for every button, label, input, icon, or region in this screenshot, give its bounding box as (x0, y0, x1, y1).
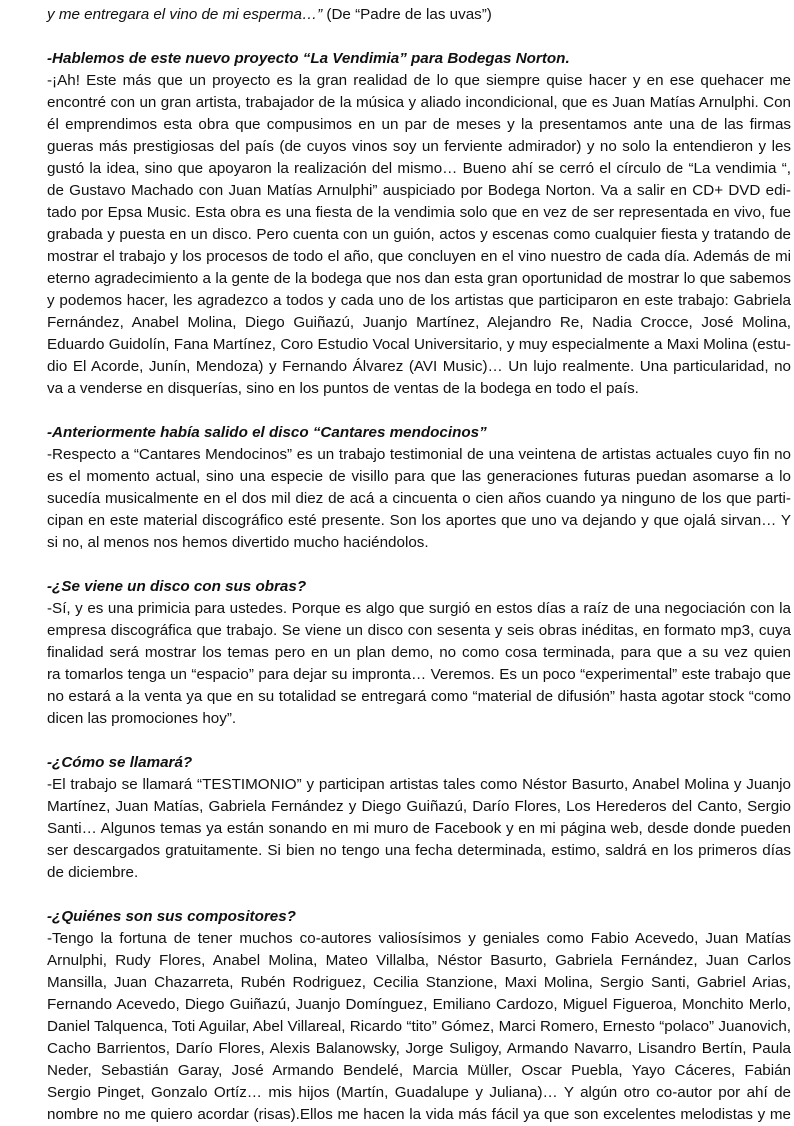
interview-question: -¿Se viene un disco con sus obras? (47, 578, 307, 595)
interview-section (47, 48, 791, 400)
document-page (47, 4, 791, 1126)
answer-line: Santi… Algunos temas ya están sonando en mi muro de Facebook y en mi página web, desde donde pueden (47, 820, 791, 837)
answer-line: empresa discográfica que trabajo. Se viene un disco con sesenta y seis obras inéditas, en formato mp3, cuya (47, 622, 791, 639)
answer-line: sucedía musicalmente en el dos mil diez de acá a cincuenta o cien años cuando ya ninguno de los que parti- (47, 490, 791, 507)
answer-line: de diciembre. (47, 864, 139, 881)
answer-line: Fernández, Anabel Molina, Diego Guiñazú, Juanjo Martínez, Alejandro Re, Nadia Crocce, José Molina, (47, 314, 791, 331)
answer-line: Arnulphi, Rudy Flores, Anabel Molina, Mateo Villalba, Néstor Basurto, Gabriela Fernández, Juan Carlos (47, 952, 791, 969)
interview-section (47, 576, 791, 730)
interview-section (47, 422, 791, 554)
interview-question: -¿Cómo se llamará? (47, 754, 193, 771)
answer-line: eterno agradecimiento a la gente de la bodega que nos dan esta gran oportunidad de mostrar lo que sabemos (47, 270, 791, 287)
answer-line: Mansilla, Juan Chazarreta, Rubén Rodriguez, Cecilia Stanzione, Maxi Molina, Sergio Santi, Gabriel Arias, (47, 974, 791, 991)
answer-line: grabada y puesta en un disco. Pero cuenta con un guión, actos y escenas como cualquier fiesta y tratando de (47, 226, 791, 243)
interview-question: -Hablemos de este nuevo proyecto “La Vendimia” para Bodegas Norton. (47, 50, 570, 67)
answer-line: tado por Epsa Music. Esta obra es una fiesta de la vendimia solo que en vez de ser representada en vivo, fue (47, 204, 791, 221)
interview-section (47, 752, 791, 884)
answer-line: Martínez, Juan Matías, Gabriela Fernández y Diego Guiñazú, Darío Flores, Los Herederos del Canto, Sergio (47, 798, 791, 815)
answer-line: gustó la idea, sino que apoyaron la realización del mismo… Bueno ahí se cerró el círculo de “La vendimia “, (47, 160, 791, 177)
answer-line: Eduardo Guidolín, Fana Martínez, Coro Estudio Vocal Universitario, y muy especialmente a Maxi Molina (estu- (47, 336, 791, 353)
answer-line: Fernando Acevedo, Diego Guiñazú, Juanjo Domínguez, Emiliano Cardozo, Miguel Figueroa, Monchito Merlo, (47, 996, 791, 1013)
answer-line: -Sí, y es una primicia para ustedes. Porque es algo que surgió en estos días a raíz de una negociación con la (47, 600, 791, 617)
answer-line: si no, al menos nos hemos divertido mucho haciéndolos. (47, 534, 429, 551)
answer-line: -Respecto a “Cantares Mendocinos” es un trabajo testimonial de una veintena de artistas actuales cuyo fin no (47, 446, 791, 463)
quote-source: (De “Padre de las uvas”) (322, 6, 492, 23)
answer-line: de Gustavo Machado con Juan Matías Arnulphi” auspiciado por Bodega Norton. Va a salir en CD+ DVD edi- (47, 182, 791, 199)
answer-line: dio El Acorde, Junín, Mendoza) y Fernando Álvarez (AVI Music)… Un lujo realmente. Una particularidad, no (47, 358, 791, 375)
answer-line: Cacho Barrientos, Darío Flores, Alexis Balanowsky, Jorge Suligoy, Armando Navarro, Lisandro Bertín, Paula (47, 1040, 791, 1057)
answer-line: encontré con un gran artista, trabajador de la música y aliado incondicional, que es Juan Matías Arnulphi. Con (47, 94, 791, 111)
answer-line: cipan en este material discográfico esté presente. Son los aportes que uno va dejando y que ojalá sirvan… Y (47, 512, 791, 529)
answer-line: ra tomarlos tenga un “espacio” para dejar su impronta… Veremos. Es un poco “experimental” este trabajo que (47, 666, 791, 683)
answer-line: -El trabajo se llamará “TESTIMONIO” y participan artistas tales como Néstor Basurto, Anabel Molina y Juanjo (47, 776, 791, 793)
interview-section (47, 906, 791, 1126)
answer-line: no estará a la venta ya que en su totalidad se entregará como “material de difusión” hasta agotar stock “como (47, 688, 791, 705)
answer-line: él emprendimos esta obra que compusimos en un par de meses y la presentamos ante una de las firmas (47, 116, 791, 133)
answer-line: ser descargados gratuitamente. Si bien no tengo una fecha determinada, estimo, saldrá en los primeros días (47, 842, 791, 859)
quote-tail: y me entregara el vino de mi esperma…” (47, 6, 323, 23)
answer-line: va a venderse en disquerías, sino en los puntos de ventas de la bodega en todo el país. (47, 380, 639, 397)
answer-line: mostrar el trabajo y los procesos de todo el año, que concluyen en el vino nuestro de cada día. Además de mi (47, 248, 791, 265)
interview-question: -Anteriormente había salido el disco “Cantares mendocinos” (47, 424, 487, 441)
answer-line: -Tengo la fortuna de tener muchos co-autores valiosísimos y geniales como Fabio Acevedo, Juan Matías (47, 930, 791, 947)
answer-line: gueras más prestigiosas del país (de cuyos vinos soy un ferviente admirador) y no solo la entendieron y les (47, 138, 791, 155)
interview-question: -¿Quiénes son sus compositores? (47, 908, 296, 925)
answer-line: dicen las promociones hoy”. (47, 710, 237, 727)
answer-line: finalidad será mostrar los temas pero en un plan demo, no como cosa terminada, para que a su vez quien (47, 644, 791, 661)
intro-line (47, 4, 791, 26)
answer-line: y podemos hacer, les agradezco a todos y cada uno de los artistas que participaron en este trabajo: Gabriela (47, 292, 791, 309)
answer-line: Neder, Sebastián Garay, José Armando Bendelé, Marcia Müller, Oscar Puebla, Yayo Cáceres, Fabián (47, 1062, 791, 1079)
answer-line: es el momento actual, sino una especie de visillo para que las generaciones futuras puedan asomarse a lo (47, 468, 791, 485)
answer-line: Daniel Talquenca, Toti Aguilar, Abel Villareal, Ricardo “tito” Gómez, Marci Romero, Ernesto “polaco” Juanovich, (47, 1018, 791, 1035)
answer-line: -¡Ah! Este más que un proyecto es la gran realidad de lo que siempre quise hacer y en ese quehacer me (47, 72, 791, 89)
answer-line: Sergio Pinget, Gonzalo Ortíz… mis hijos (Martín, Guadalupe y Juliana)… Y algún otro co-autor por ahí de (47, 1084, 791, 1101)
answer-line: nombre no me quiero acordar (risas).Ellos me hacen la vida más fácil ya que son excelentes melodistas y me (47, 1106, 791, 1123)
